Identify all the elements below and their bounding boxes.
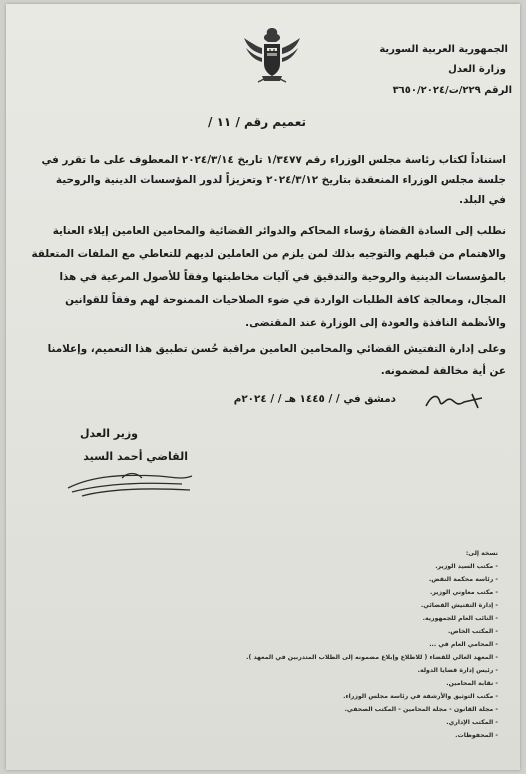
distribution-line: - المحامي العام في ... [429, 641, 498, 648]
distribution-line: - مكتب السيد الوزير. [435, 563, 498, 570]
distribution-line: - إدارة التفتيش القضائي. [420, 602, 498, 609]
body-line: استناداً لكتاب رئاسة مجلس الوزراء رقم ١/٣٤٧٧ تاريخ ٢٠٢٤/٣/١٤ المعطوف على ما تقرر في [41, 154, 506, 166]
distribution-line: - نقابة المحامين. [446, 680, 498, 687]
header-country: الجمهورية العربية السورية [379, 44, 508, 55]
distribution-line: - المكتب الإداري. [446, 719, 498, 726]
signatory-name: القاضي أحمد السيد [83, 450, 188, 463]
distribution-line: - رئاسة محكمة النقض. [428, 576, 498, 583]
body-line: بالمؤسسات الدينية والروحية والتدقيق في آليات مخاطبتها وفقاً للأصول المرعية في هذا [59, 271, 506, 283]
distribution-line: - مجلة القانون - مجلة المحامين - المكتب الصحفي. [344, 706, 498, 713]
body-line: والاهتمام من قبلهم والتوجيه بذلك لمن يلزم من العاملين لديهم للتعاطي مع الملفات المتعلقة [31, 248, 506, 260]
handwritten-signature-icon [62, 466, 202, 500]
body-line: والأنظمة النافذة والعودة إلى الوزارة عند المقتضى. [245, 317, 506, 329]
reference-number: الرقم ٢٢٩/ت/٣٦٥٠/٢٠٢٤ [392, 85, 512, 96]
distribution-line: - النائب العام للجمهورية. [422, 615, 498, 622]
body-line: جلسة مجلس الوزراء المنعقدة بتاريخ ٢٠٢٤/٣/١٢ وتعزيزاً لدور المؤسسات الدينية والروحية [55, 174, 506, 186]
date-line: دمشق في / / ١٤٤٥ هـ / / ٢٠٢٤م [233, 393, 396, 405]
circular-title: تعميم رقم / ١١ / [208, 115, 306, 129]
distribution-line: - المعهد العالي للقضاء ( للاطلاع وإبلاغ مضمونه إلى الطلاب المتدربين في المعهد ). [246, 654, 498, 661]
header-ministry: وزارة العدل [448, 64, 506, 75]
signatory-title: وزير العدل [80, 427, 138, 440]
body-line: عن أية مخالفة لمضمونه. [380, 365, 506, 377]
eagle-emblem-icon [240, 24, 304, 86]
body-line: نطلب إلى السادة القضاة رؤساء المحاكم والدوائر القضائية والمحامين العامين إيلاء العناية [52, 225, 506, 237]
body-line: في البلد. [459, 194, 506, 206]
distribution-line: - مكتب معاوني الوزير. [429, 589, 498, 596]
distribution-line: - المحفوظات. [455, 732, 498, 739]
body-line: وعلى إدارة التفتيش القضائي والمحامين العامين مراقبة حُسن تطبيق هذا التعميم، وإعلامنا [47, 343, 506, 355]
body-line: المجال، ومعالجة كافة الطلبات الواردة في ضوء الصلاحيات الممنوحة لهم وفقاً للقوانين [65, 294, 506, 306]
distribution-line: نسخة إلى: [465, 550, 498, 557]
distribution-line: - المكتب الخاص. [447, 628, 498, 635]
distribution-line: - رئيس إدارة قضايا الدولة. [417, 667, 498, 674]
initials-scribble-icon [422, 388, 492, 414]
document-page [6, 4, 520, 770]
distribution-line: - مكتب التوثيق والأرشفة في رئاسة مجلس الوزراء. [343, 693, 498, 700]
